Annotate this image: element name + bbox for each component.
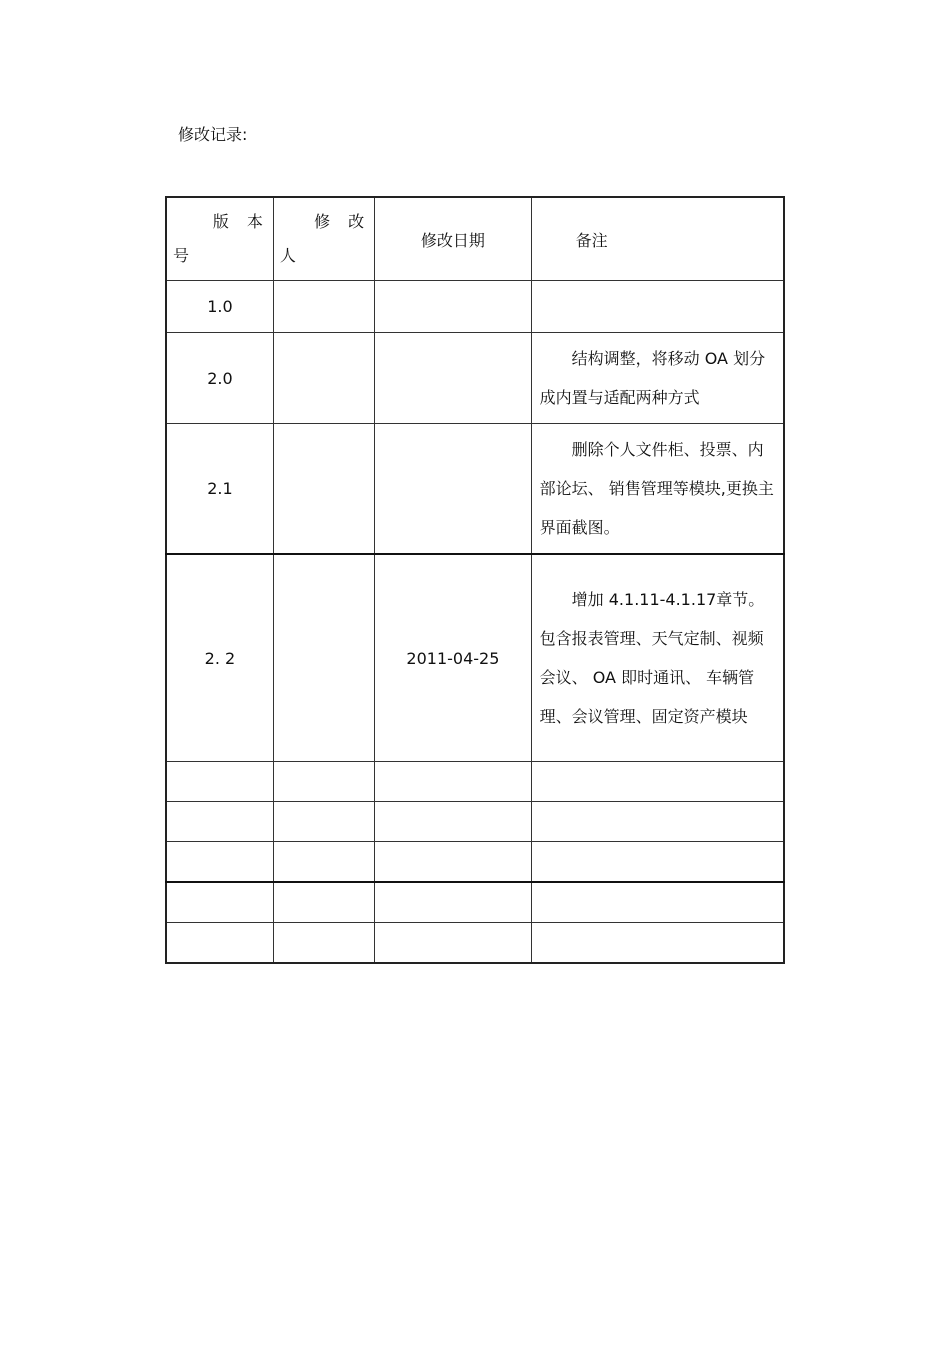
cell-date	[375, 802, 532, 842]
cell-date	[375, 882, 532, 923]
cell-date: 2011-04-25	[375, 554, 532, 762]
cell-note	[531, 424, 784, 555]
cell-version	[166, 842, 273, 883]
cell-date	[375, 333, 532, 424]
revision-table	[165, 196, 785, 964]
table-row	[166, 802, 784, 842]
table-row	[166, 424, 784, 555]
cell-note	[531, 923, 784, 964]
cell-date	[375, 281, 532, 333]
cell-author	[273, 333, 374, 424]
cell-author	[273, 882, 374, 923]
header-author-line2: 人	[279, 246, 296, 265]
cell-note	[531, 882, 784, 923]
header-author-line1: 修改	[314, 212, 383, 231]
table-row	[166, 281, 784, 333]
cell-author	[273, 762, 374, 802]
cell-version: 2. 2	[166, 554, 273, 762]
header-date: 修改日期	[375, 197, 532, 281]
note-text: 增加 4.1.11-4.1.17章节。包含报表管理、天气定制、视频会议、 OA 即时通讯、 车辆管理、会议管理、固定资产模块	[539, 590, 765, 726]
cell-author	[273, 923, 374, 964]
cell-version	[166, 802, 273, 842]
cell-author	[273, 281, 374, 333]
cell-date	[375, 762, 532, 802]
cell-date	[375, 842, 532, 883]
cell-note	[531, 762, 784, 802]
cell-author	[273, 554, 374, 762]
cell-author	[273, 842, 374, 883]
cell-note	[531, 554, 784, 762]
cell-version	[166, 882, 273, 923]
table-row	[166, 554, 784, 762]
table-row	[166, 882, 784, 923]
header-version-line1: 版本	[212, 212, 281, 231]
note-text	[540, 297, 572, 316]
cell-version	[166, 762, 273, 802]
table-row	[166, 762, 784, 802]
cell-date	[375, 923, 532, 964]
cell-version: 1.0	[166, 281, 273, 333]
header-version-line2: 号	[173, 246, 190, 265]
cell-note	[531, 281, 784, 333]
cell-note	[531, 333, 784, 424]
cell-author	[273, 424, 374, 555]
cell-date	[375, 424, 532, 555]
cell-note	[531, 842, 784, 883]
note-text: 删除个人文件柜、投票、内部论坛、 销售管理等模块,更换主界面截图。	[539, 440, 774, 537]
page-heading: 修改记录:	[178, 125, 248, 144]
header-version	[166, 197, 281, 281]
cell-version	[166, 923, 273, 964]
cell-version: 2.1	[166, 424, 273, 555]
table-row	[166, 923, 784, 964]
table-row	[166, 842, 784, 883]
table-row	[166, 333, 784, 424]
cell-version: 2.0	[166, 333, 273, 424]
header-author	[273, 197, 383, 281]
cell-author	[273, 802, 374, 842]
header-note: 备注	[531, 197, 784, 281]
note-text: 结构调整，将移动 OA 划分成内置与适配两种方式	[539, 349, 766, 407]
table-header-row	[166, 197, 784, 281]
cell-note	[531, 802, 784, 842]
